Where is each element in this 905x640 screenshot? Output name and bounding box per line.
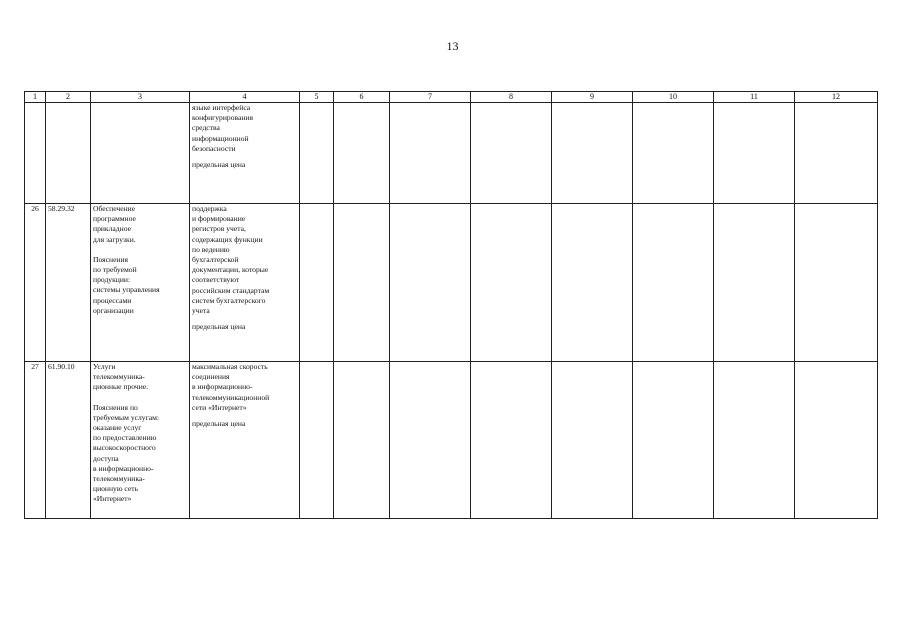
cell-text-line: системы управления <box>93 285 160 295</box>
cell-text-line: Обеспечение <box>93 204 136 213</box>
row-number-cell: 27 <box>25 362 46 519</box>
empty-cell <box>633 204 714 362</box>
empty-cell <box>300 103 334 204</box>
cell-text-line: систем бухгалтерского <box>192 295 266 305</box>
characteristics-cell <box>190 204 300 362</box>
column-header-3: 3 <box>91 92 190 103</box>
column-header-4: 4 <box>190 92 300 103</box>
cell-text-line: информационной <box>192 133 249 143</box>
cell-text-line: российским стандартам <box>192 285 270 295</box>
column-header-9: 9 <box>552 92 633 103</box>
column-header-1: 1 <box>25 92 46 103</box>
column-header-8: 8 <box>471 92 552 103</box>
cell-text-line: соответствуют <box>192 275 240 285</box>
cell-text-line: телекоммуника- <box>93 372 145 382</box>
cell-text-line: по предоставлению <box>93 433 157 443</box>
cell-text-line: соединения <box>192 372 230 382</box>
cell-text-line: оказание услуг <box>93 423 142 433</box>
cell-text-line: по ведению <box>192 244 230 254</box>
cell-text-line: доступа <box>93 453 119 463</box>
cell-text-line: Пояснения <box>93 254 129 264</box>
empty-cell <box>552 362 633 519</box>
cell-text-line: регистров учета, <box>192 224 246 234</box>
cell-text-line: по требуемой <box>93 265 137 275</box>
empty-cell <box>714 103 795 204</box>
okpd2-code-cell <box>46 103 91 204</box>
empty-cell <box>795 204 878 362</box>
row-number-cell <box>25 103 46 204</box>
empty-cell <box>471 362 552 519</box>
cell-text-line: предельная цена <box>192 419 246 429</box>
cell-text-line: языке интерфейса <box>192 103 251 112</box>
cell-text-line: требуемым услугам: <box>93 412 159 422</box>
empty-cell <box>714 362 795 519</box>
table-row <box>25 204 878 362</box>
empty-cell <box>471 103 552 204</box>
cell-text-line: предельная цена <box>192 160 246 170</box>
column-header-11: 11 <box>714 92 795 103</box>
cell-text-line: учета <box>192 306 210 316</box>
cell-text-line: предельная цена <box>192 322 246 332</box>
cell-text-line: конфигурирования <box>192 113 253 123</box>
empty-cell <box>795 362 878 519</box>
cell-text-line: поддержка <box>192 204 227 213</box>
cell-text-line: Услуги <box>93 362 116 371</box>
okpd2-code-cell: 61.90.10 <box>46 362 91 519</box>
cell-text-line: высокоскоростного <box>93 443 156 453</box>
table-row <box>25 103 878 204</box>
empty-cell <box>390 103 471 204</box>
cell-text-line: для загрузки. <box>93 234 136 244</box>
cell-text-line: телекоммуникационной <box>192 392 270 402</box>
cell-text-line: продукции: <box>93 275 131 285</box>
cell-text-line: средства <box>192 123 220 133</box>
empty-cell <box>390 204 471 362</box>
characteristics-cell <box>190 362 300 519</box>
empty-cell <box>390 362 471 519</box>
cell-text-line: ционные прочие. <box>93 382 149 392</box>
empty-cell <box>795 103 878 204</box>
column-header-6: 6 <box>334 92 390 103</box>
empty-cell <box>334 103 390 204</box>
cell-text-line: организации <box>93 305 134 315</box>
column-number-row <box>25 92 878 103</box>
cell-text-line: безопасности <box>192 143 236 153</box>
empty-cell <box>300 362 334 519</box>
row-number-cell: 26 <box>25 204 46 362</box>
page-number: 13 <box>446 39 459 53</box>
cell-text-line: телекоммуника- <box>93 474 145 484</box>
empty-cell <box>334 204 390 362</box>
column-header-5: 5 <box>300 92 334 103</box>
cell-text-line: в информационно- <box>192 382 253 392</box>
cell-text-line: Пояснения по <box>93 402 138 412</box>
requirements-table <box>24 91 878 519</box>
column-header-10: 10 <box>633 92 714 103</box>
empty-cell <box>334 362 390 519</box>
empty-cell <box>633 103 714 204</box>
empty-cell <box>633 362 714 519</box>
table-row <box>25 362 878 519</box>
characteristics-cell <box>190 103 300 204</box>
empty-cell <box>714 204 795 362</box>
cell-text-line: бухгалтерской <box>192 255 239 265</box>
cell-text-line: содержащих функции <box>192 234 263 244</box>
product-name-cell <box>91 362 190 519</box>
cell-text-line: программное <box>93 214 136 224</box>
cell-text-line: в информационно- <box>93 463 154 473</box>
product-name-cell <box>91 103 190 204</box>
column-header-2: 2 <box>46 92 91 103</box>
product-name-cell <box>91 204 190 362</box>
cell-text-line: «Интернет» <box>93 494 132 504</box>
empty-cell <box>471 204 552 362</box>
cell-text-line: и формирование <box>192 214 246 224</box>
column-header-12: 12 <box>795 92 878 103</box>
empty-cell <box>552 204 633 362</box>
okpd2-code-cell: 58.29.32 <box>46 204 91 362</box>
cell-text-line: сети «Интернет» <box>192 402 247 412</box>
cell-text-line: максимальная скорость <box>192 362 268 371</box>
cell-text-line: прикладное <box>93 224 131 234</box>
cell-text-line: ционную сеть <box>93 484 139 494</box>
column-header-7: 7 <box>390 92 471 103</box>
cell-text-line: процессами <box>93 295 132 305</box>
empty-cell <box>552 103 633 204</box>
cell-text-line: документации, которые <box>192 265 269 275</box>
empty-cell <box>300 204 334 362</box>
